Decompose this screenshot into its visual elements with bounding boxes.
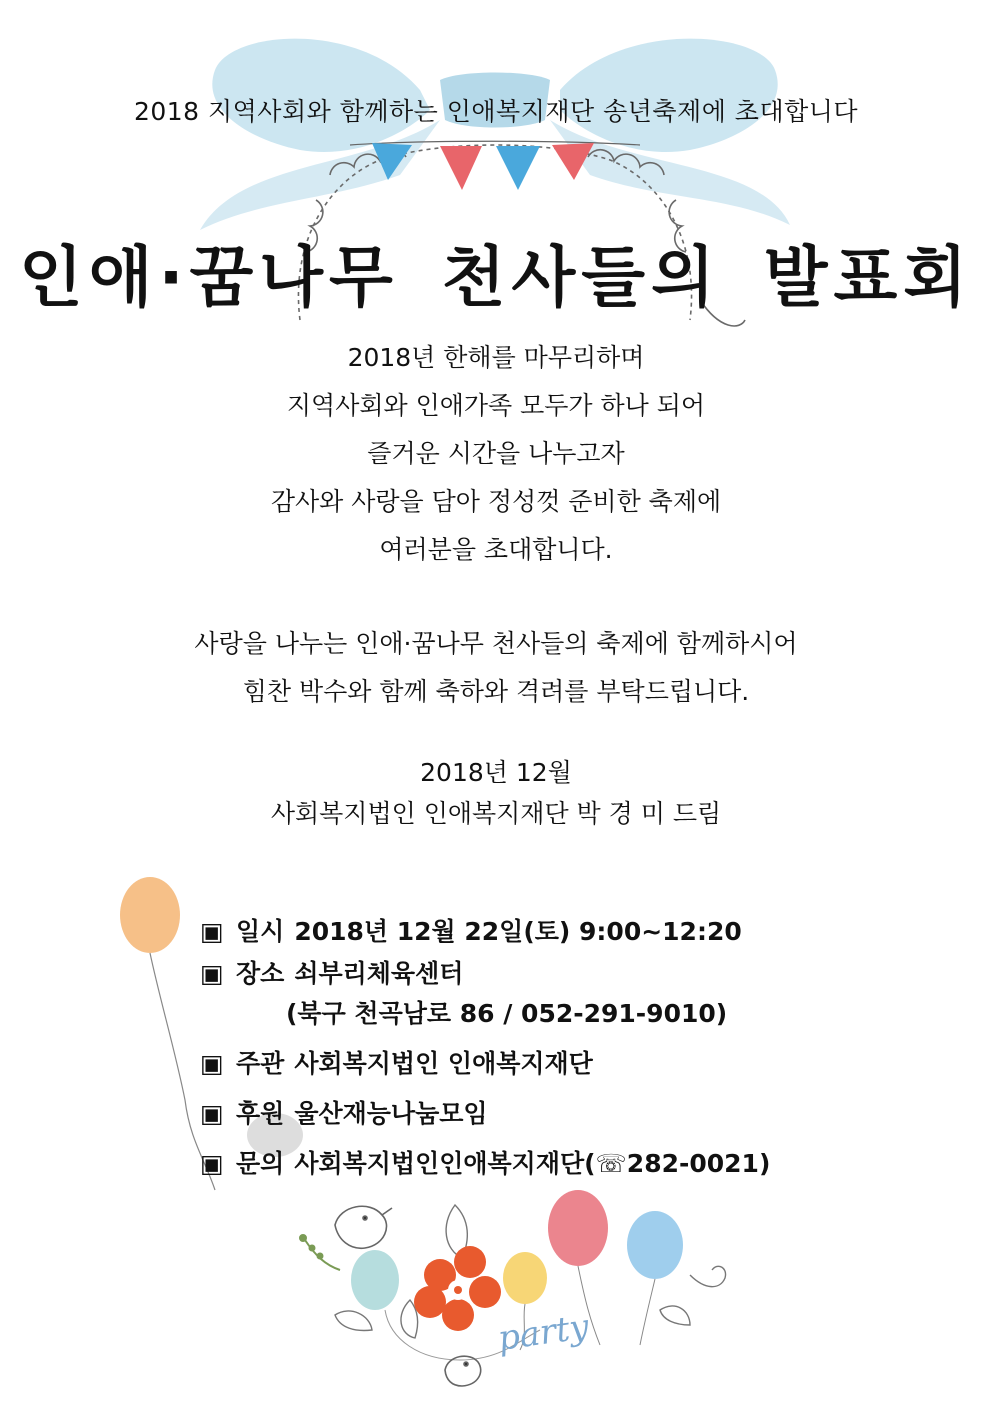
bullet-icon: ▣: [200, 1149, 224, 1178]
message-line: 힘찬 박수와 함께 축하와 격려를 부탁드립니다.: [242, 677, 750, 706]
detail-value: 사회복지법인인애복지재단(☏282-0021): [294, 1149, 771, 1178]
signature-sender: 사회복지법인 인애복지재단 박 경 미 드림: [270, 799, 722, 828]
ribbon-bow-icon: [200, 39, 790, 230]
invitation-message: [0, 334, 992, 716]
detail-label: 문의: [236, 1149, 285, 1178]
detail-value: 쇠부리체육센터: [294, 959, 464, 988]
invitation-subtitle: 2018 지역사회와 함께하는 인애복지재단 송년축제에 초대합니다: [133, 97, 859, 126]
flower-icon: [414, 1246, 501, 1331]
message-line: 2018년 한해를 마무리하며: [347, 343, 645, 372]
detail-label: 후원: [236, 1099, 285, 1128]
detail-label: 주관: [236, 1049, 285, 1078]
detail-label: 장소: [236, 959, 285, 988]
bullet-icon: ▣: [200, 917, 224, 946]
small-bird-icon: [445, 1356, 481, 1386]
detail-host: [200, 1044, 593, 1080]
party-text: party: [495, 1306, 592, 1359]
message-line: 감사와 사랑을 담아 정성껏 준비한 축제에: [270, 487, 722, 516]
twig-icon: [300, 1235, 340, 1270]
message-line: 사랑을 나누는 인애·꿈나무 천사들의 축제에 함께하시어: [194, 629, 798, 658]
detail-place-address: (북구 천곡남로 86 / 052-291-9010): [286, 999, 728, 1028]
bullet-icon: ▣: [200, 959, 224, 988]
detail-inquiry: [200, 1144, 770, 1180]
detail-value: 2018년 12월 22일(토) 9:00~12:20: [294, 917, 742, 946]
bullet-icon: ▣: [200, 1049, 224, 1078]
message-line: 여러분을 초대합니다.: [379, 535, 613, 564]
message-line: 즐거운 시간을 나누고자: [367, 439, 625, 468]
signature-date: 2018년 12월: [420, 758, 572, 787]
detail-value: 울산재능나눔모임: [294, 1099, 488, 1128]
bullet-icon: ▣: [200, 1099, 224, 1128]
detail-value: 사회복지법인 인애복지재단: [294, 1049, 593, 1078]
detail-place: [200, 954, 463, 990]
page-title: 인애·꿈나무 천사들의 발표회: [18, 239, 974, 316]
bird-icon: [335, 1206, 392, 1248]
message-line: 지역사회와 인애가족 모두가 하나 되어: [286, 391, 706, 420]
signature-block: [0, 752, 992, 834]
detail-sponsor: [200, 1094, 488, 1130]
detail-datetime: [200, 912, 742, 948]
detail-label: 일시: [236, 917, 285, 946]
